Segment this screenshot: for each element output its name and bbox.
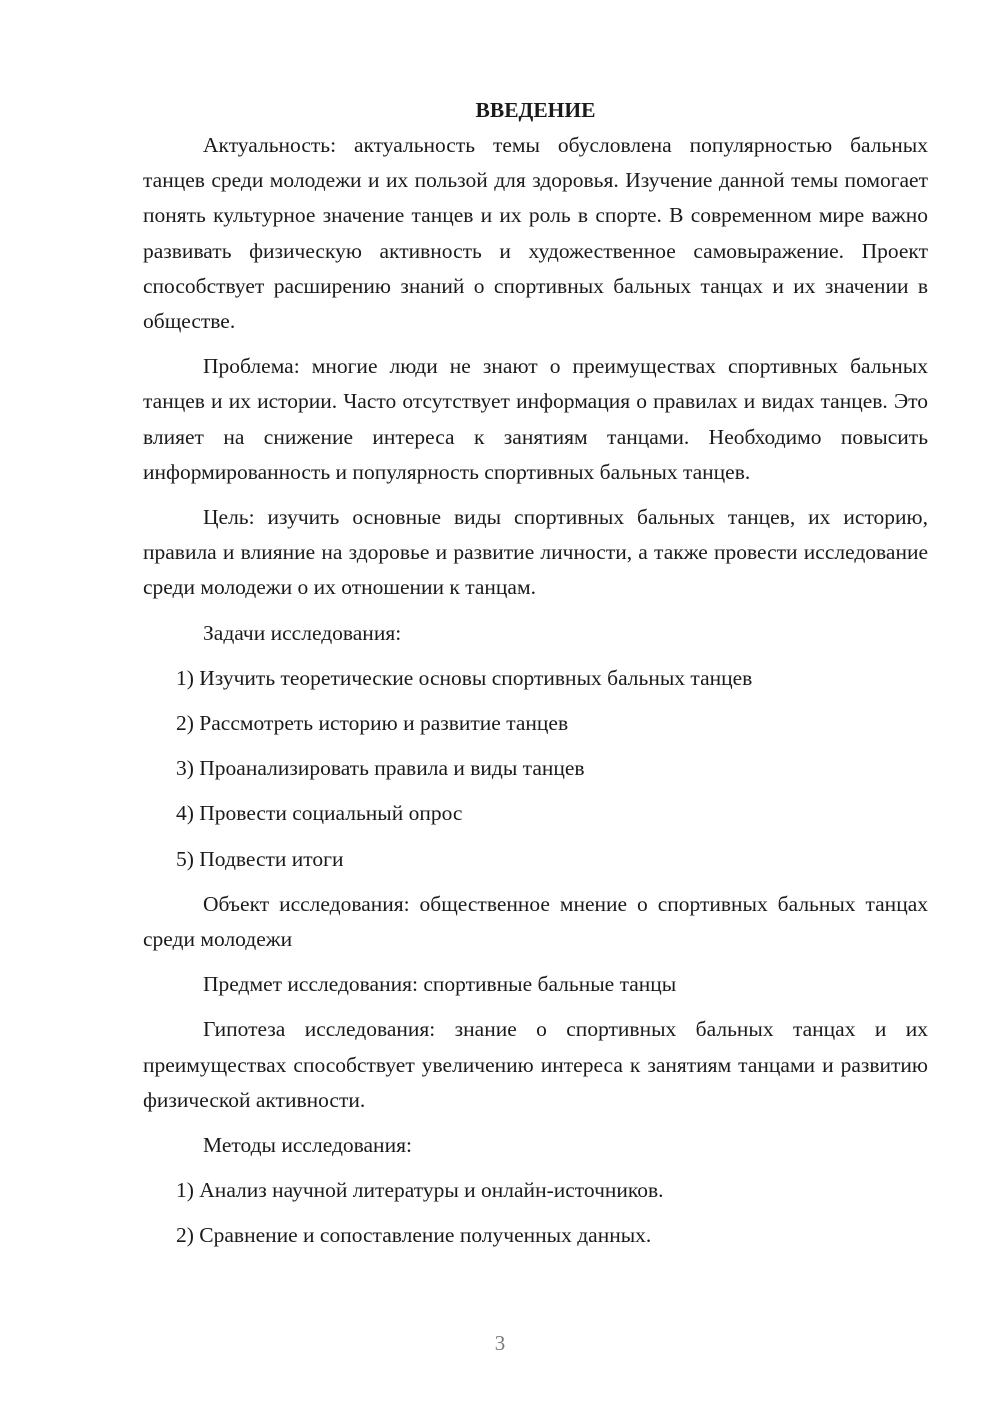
hypothesis-paragraph: Гипотеза исследования: знание о спортивных бальных танцах и их преимуществах способствует увеличению интереса к занятиям танцами и развитию физической активности. bbox=[143, 1017, 928, 1112]
tasks-list bbox=[143, 661, 928, 877]
task-item: 2) Рассмотреть историю и развитие танцев bbox=[176, 711, 569, 736]
page-title: ВВЕДЕНИЕ bbox=[475, 98, 596, 122]
method-item: 2) Сравнение и сопоставление полученных данных. bbox=[176, 1223, 652, 1248]
methods-list bbox=[143, 1173, 928, 1253]
page-number: 3 bbox=[494, 1331, 506, 1355]
goal-paragraph: Цель: изучить основные виды спортивных бальных танцев, их историю, правила и влияние на здоровье и развитие личности, а также провести исследование среди молодежи о их отношении к танцам. bbox=[143, 505, 928, 600]
methods-heading: Методы исследования: bbox=[203, 1133, 412, 1158]
subject-paragraph: Предмет исследования: спортивные бальные танцы bbox=[203, 972, 677, 997]
task-item: 5) Подвести итоги bbox=[176, 846, 344, 871]
task-item: 4) Провести социальный опрос bbox=[176, 801, 463, 826]
tasks-heading: Задачи исследования: bbox=[203, 620, 402, 645]
relevance-paragraph: Актуальность: актуальность темы обусловлена популярностью бальных танцев среди молодежи и их пользой для здоровья. Изучение данной темы помогает понять культурное значение танцев и их роль в спорте. В современном мире важно развивать физическую активность и художественное самовыражение. Проект способствует расширению знаний о спортивных бальных танцах и их значении в обществе. bbox=[143, 133, 928, 334]
problem-paragraph: Проблема: многие люди не знают о преимуществах спортивных бальных танцев и их истории. Часто отсутствует информация о правилах и видах танцев. Это влияет на снижение интереса к занятиям танцами. Необходимо повысить информированность и популярность спортивных бальных танцев. bbox=[143, 354, 928, 484]
document-page bbox=[143, 93, 928, 1264]
task-item: 3) Проанализировать правила и виды танцев bbox=[176, 756, 585, 781]
task-item: 1) Изучить теоретические основы спортивных бальных танцев bbox=[176, 665, 753, 690]
method-item: 1) Анализ научной литературы и онлайн-источников. bbox=[176, 1178, 664, 1203]
object-paragraph: Объект исследования: общественное мнение о спортивных бальных танцах среди молодежи bbox=[143, 891, 928, 952]
